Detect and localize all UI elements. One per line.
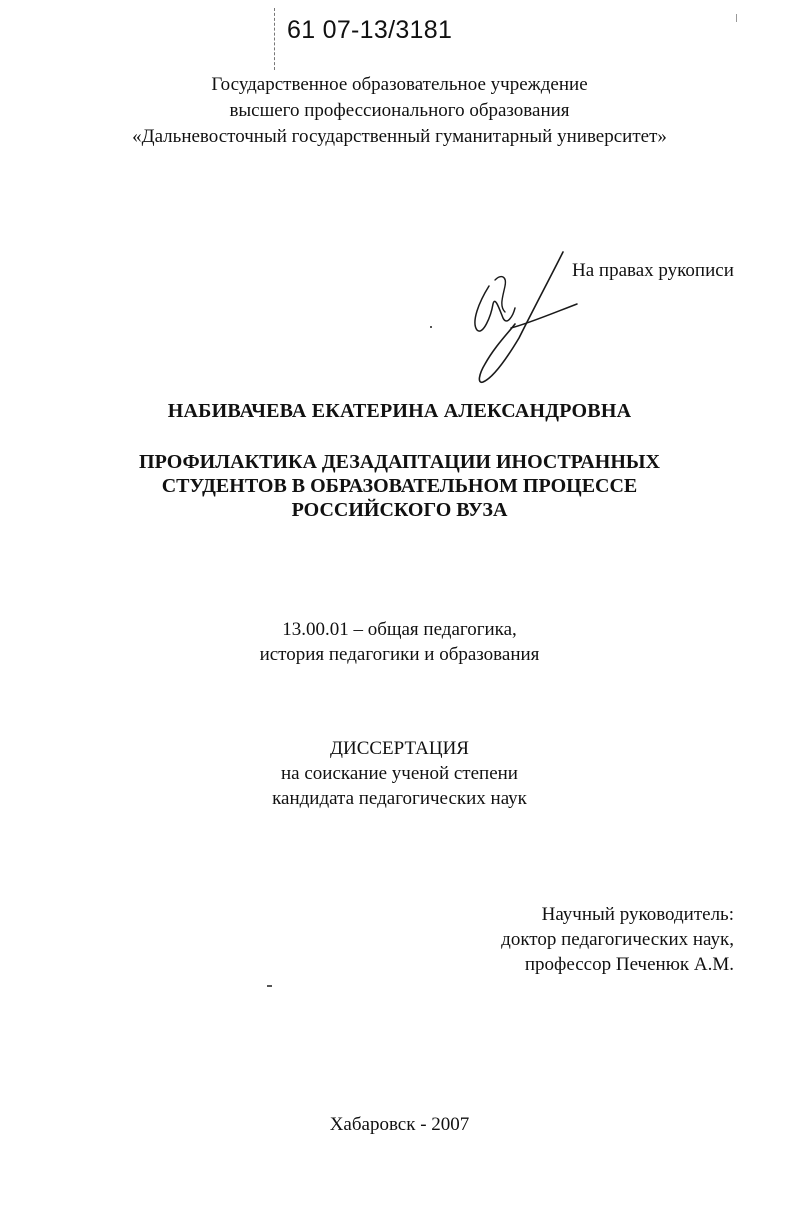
scan-speck (736, 14, 737, 22)
supervisor-line-3: профессор Печенюк А.М. (524, 954, 734, 975)
library-stamp-code: 61 07-13/3181 (287, 16, 453, 44)
signature-stroke-hook (495, 277, 505, 312)
specialty-block (0, 617, 799, 667)
dissertation-title (0, 450, 799, 522)
institution-line-2: высшего профессионального образования (229, 100, 570, 121)
degree-line-1: на соискание ученой степени (281, 763, 518, 784)
scan-speck (267, 985, 272, 987)
institution-header (0, 72, 799, 150)
degree-block (0, 736, 799, 811)
scan-speck (430, 326, 432, 328)
degree-line-2: кандидата педагогических наук (272, 788, 527, 809)
signature-stroke-main (479, 252, 563, 382)
supervisor-block (501, 902, 734, 977)
signature-stroke-tail (511, 304, 577, 328)
title-line-1: ПРОФИЛАКТИКА ДЕЗАДАПТАЦИИ ИНОСТРАННЫХ (139, 451, 660, 473)
supervisor-line-2: доктор педагогических наук, (501, 929, 734, 950)
institution-line-3: «Дальневосточный государственный гуманитарный университет» (132, 126, 667, 147)
institution-line-1: Государственное образовательное учреждение (211, 74, 588, 95)
signature-stroke-loop (475, 286, 515, 331)
city-year: Хабаровск - 2007 (329, 1114, 470, 1135)
specialty-line-1: 13.00.01 – общая педагогика, (282, 619, 517, 640)
manuscript-rights-note: На правах рукописи (572, 260, 734, 281)
author-name: НАБИВАЧЕВА ЕКАТЕРИНА АЛЕКСАНДРОВНА (167, 400, 632, 422)
stamp-divider (274, 8, 276, 70)
title-line-2: СТУДЕНТОВ В ОБРАЗОВАТЕЛЬНОМ ПРОЦЕССЕ (161, 475, 638, 497)
author-signature (455, 246, 585, 386)
title-line-3: РОССИЙСКОГО ВУЗА (291, 499, 508, 521)
degree-heading: ДИССЕРТАЦИЯ (330, 738, 469, 759)
supervisor-line-1: Научный руководитель: (541, 904, 734, 925)
specialty-line-2: история педагогики и образования (259, 644, 540, 665)
